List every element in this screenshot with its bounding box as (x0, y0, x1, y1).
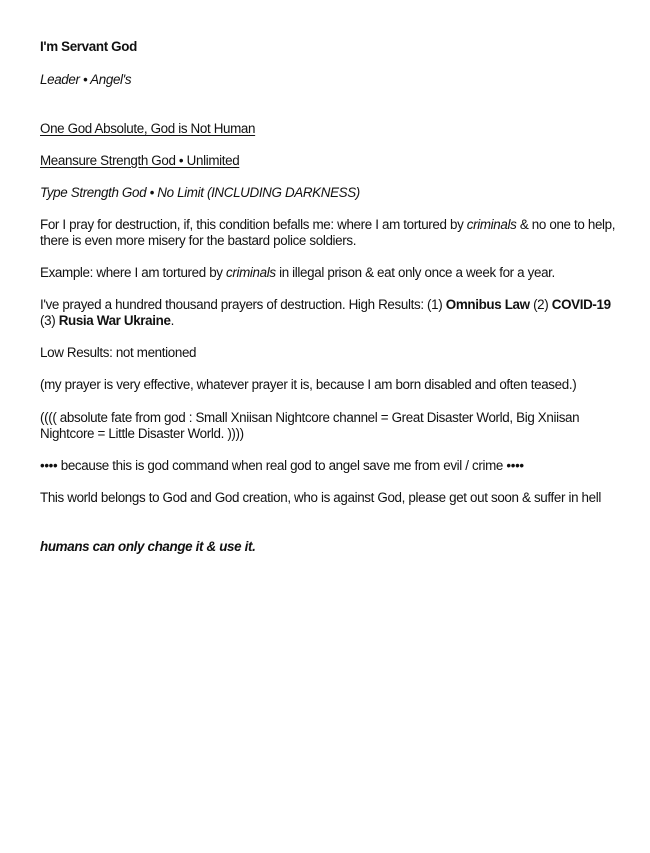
paragraph-text: I've prayed a hundred thousand prayers of destruction. High Results: (1) (40, 297, 446, 312)
paragraph-prayer-effective: (my prayer is very effective, whatever prayer it is, because I am born disabled and often teased.) (40, 377, 577, 392)
emphasis-criminals: criminals (226, 265, 276, 280)
paragraph-low-results: Low Results: not mentioned (40, 345, 197, 360)
paragraph-god-command: •••• because this is god command when real god to angel save me from evil / crime •••• (40, 458, 524, 473)
paragraph-absolute-fate: (((( absolute fate from god : Small Xniisan Nightcore channel = Great Disaster World, Big Xniisan Nightcore = Little Disaster World. )))) (40, 410, 580, 441)
paragraph-text: (2) (529, 297, 552, 312)
heading-measure-strength: Meansure Strength God • Unlimited (40, 153, 240, 168)
paragraph-text: For I pray for destruction, if, this condition befalls me: where I am tortured by (40, 217, 467, 232)
result-covid-19: COVID-19 (551, 297, 611, 312)
paragraph-closing: humans can only change it & use it. (40, 539, 256, 554)
paragraph-text: (3) (40, 313, 59, 328)
paragraph-world-belongs: This world belongs to God and God creation, who is against God, please get out soon & suffer in hell (40, 490, 601, 505)
document-subtitle: Leader • Angel's (40, 72, 132, 87)
paragraph-text: in illegal prison & eat only once a week for a year. (275, 265, 555, 280)
heading-type-strength: Type Strength God • No Limit (INCLUDING DARKNESS) (40, 185, 360, 200)
result-omnibus-law: Omnibus Law (445, 297, 530, 312)
paragraph-high-results (40, 297, 620, 329)
document-title: I'm Servant God (40, 39, 137, 54)
result-rusia-war-ukraine: Rusia War Ukraine (58, 313, 171, 328)
heading-one-god: One God Absolute, God is Not Human (40, 121, 256, 136)
paragraph-text: Example: where I am tortured by (40, 265, 227, 280)
emphasis-criminals: criminals (466, 217, 517, 232)
paragraph-text: . (170, 313, 174, 328)
paragraph-prayer-condition (40, 217, 620, 249)
paragraph-example (40, 265, 620, 281)
paragraph-text: & no one to help, there is even more misery for the bastard police soldiers. (40, 217, 616, 248)
